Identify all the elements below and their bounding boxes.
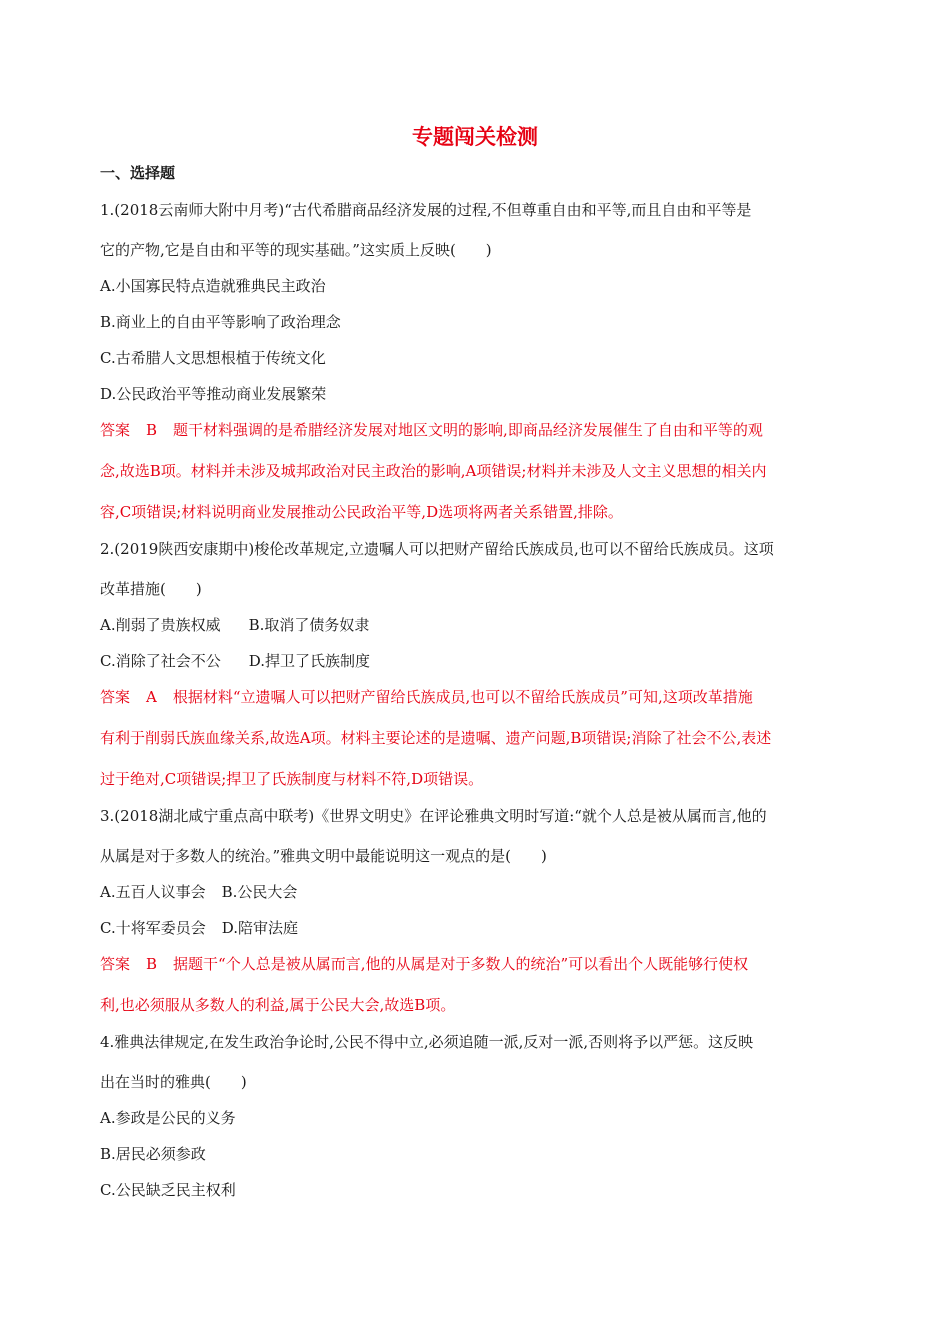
answer-label: 答案 [100, 688, 131, 706]
q3-stem-line-1: 3.(2018湖北咸宁重点高中联考)《世界文明史》在评论雅典文明时写道:“就个人总是被从属而言,他的 [100, 807, 767, 825]
q2-stem-line-2: 改革措施( ) [100, 580, 202, 598]
q4-stem-line-2: 出在当时的雅典( ) [100, 1073, 247, 1091]
answer-text: 据题干“个人总是被从属而言,他的从属是对于多数人的统治”可以看出个人既能够行使权 [173, 955, 749, 973]
q1-answer-line-1 [100, 419, 860, 441]
q1-stem-line-1: 1.(2018云南师大附中月考)“古代希腊商品经济发展的过程,不但尊重自由和平等,而且自由和平等是 [100, 201, 752, 219]
answer-letter: A [146, 688, 157, 706]
answer-text: 根据材料“立遗嘱人可以把财产留给氏族成员,也可以不留给氏族成员”可知,这项改革措施 [172, 688, 753, 706]
q2-option-c: C.消除了社会不公 [100, 652, 221, 670]
q1-option-b: B.商业上的自由平等影响了政治理念 [100, 313, 341, 331]
q1-option-a: A.小国寡民特点造就雅典民主政治 [100, 277, 326, 295]
q4-option-a: A.参政是公民的义务 [100, 1109, 236, 1127]
q3-option-b: B.公民大会 [221, 883, 298, 901]
q1-option-d: D.公民政治平等推动商业发展繁荣 [100, 385, 327, 403]
q2-option-b: B.取消了债务奴隶 [248, 616, 370, 634]
section-heading: 一、选择题 [100, 164, 176, 182]
q1-answer-line-3: 容,C项错误;材料说明商业发展推动公民政治平等,D选项将两者关系错置,排除。 [100, 503, 623, 521]
q2-options-row-1 [100, 614, 860, 636]
answer-text: 题干材料强调的是希腊经济发展对地区文明的影响,即商品经济发展催生了自由和平等的观 [173, 421, 763, 439]
q2-answer-line-2: 有利于削弱氏族血缘关系,故选A项。材料主要论述的是遗嘱、遗产问题,B项错误;消除了社会不公,表述 [100, 729, 772, 747]
q3-options-row-2 [100, 917, 860, 939]
q1-answer-line-2: 念,故选B项。材料并未涉及城邦政治对民主政治的影响,A项错误;材料并未涉及人文主义思想的相关内 [100, 462, 767, 480]
q4-option-c: C.公民缺乏民主权利 [100, 1181, 236, 1199]
q2-stem-line-1: 2.(2019陕西安康期中)梭伦改革规定,立遗嘱人可以把财产留给氏族成员,也可以不留给氏族成员。这项 [100, 540, 774, 558]
q2-option-d: D.捍卫了氏族制度 [248, 652, 370, 670]
q1-stem-line-2: 它的产物,它是自由和平等的现实基础。”这实质上反映( ) [100, 241, 492, 259]
q3-answer-line-2: 利,也必须服从多数人的利益,属于公民大会,故选B项。 [100, 996, 456, 1014]
answer-letter: B [146, 421, 158, 439]
q2-answer-line-1 [100, 686, 860, 708]
q3-option-a: A.五百人议事会 [100, 883, 206, 901]
q3-option-c: C.十将军委员会 [100, 919, 206, 937]
q2-options-row-2 [100, 650, 860, 672]
q3-option-d: D.陪审法庭 [221, 919, 298, 937]
q3-answer-line-1 [100, 953, 860, 975]
q4-stem-line-1: 4.雅典法律规定,在发生政治争论时,公民不得中立,必须追随一派,反对一派,否则将予以严惩。这反映 [100, 1033, 754, 1051]
answer-letter: B [146, 955, 158, 973]
q3-stem-line-2: 从属是对于多数人的统治。”雅典文明中最能说明这一观点的是( ) [100, 847, 547, 865]
q4-option-b: B.居民必须参政 [100, 1145, 206, 1163]
q3-options-row-1 [100, 881, 860, 903]
answer-label: 答案 [100, 421, 131, 439]
page-title: 专题闯关检测 [412, 125, 538, 149]
q2-option-a: A.削弱了贵族权威 [100, 616, 221, 634]
q1-option-c: C.古希腊人文思想根植于传统文化 [100, 349, 326, 367]
q2-answer-line-3: 过于绝对,C项错误;捍卫了氏族制度与材料不符,D项错误。 [100, 770, 484, 788]
answer-label: 答案 [100, 955, 131, 973]
